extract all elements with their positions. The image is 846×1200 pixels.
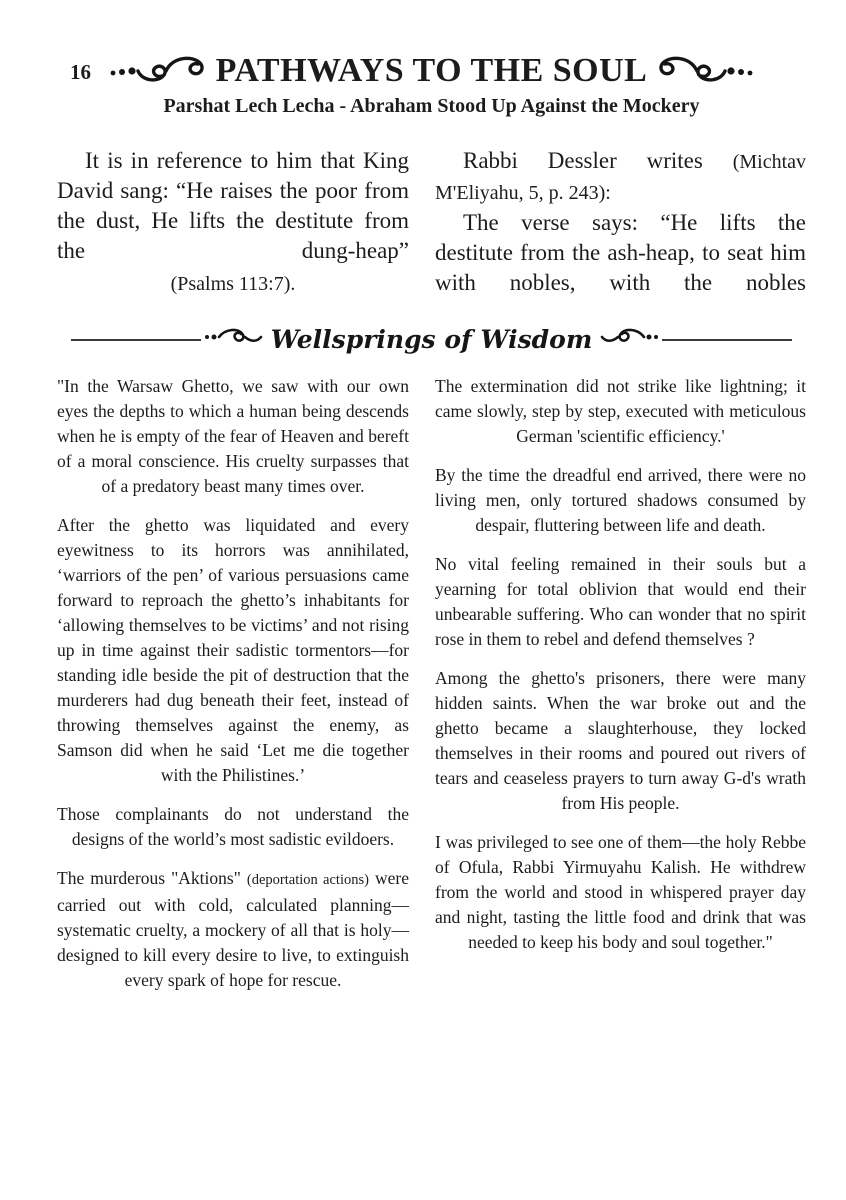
wellsprings-left-column <box>57 374 409 1007</box>
paragraph: "In the Warsaw Ghetto, we saw with our own eyes the depths to which a human being descends when he is empty of the fear of Heaven and bereft of a moral conscience. His cruelty surpasses that of a predatory beast many times over. <box>57 376 409 496</box>
wellsprings-section <box>57 374 806 1007</box>
gloss-text: (deportation actions) <box>246 872 369 888</box>
divider-line <box>71 339 201 341</box>
title-left-flourish-icon <box>108 52 208 91</box>
section-divider <box>71 325 792 354</box>
divider-line <box>662 339 792 341</box>
top-left-column <box>57 146 409 299</box>
top-section <box>57 146 806 299</box>
paragraph-text: were carried out with cold, calculated planning—systematic cruelty, a mockery of all that is holy—designed to kill every desire to live, to extinguish every spark of hope for rescue. <box>57 868 409 990</box>
page-subtitle: Parshat Lech Lecha - Abraham Stood Up Against the Mockery <box>163 95 700 117</box>
divider-left-flourish-icon <box>203 327 263 352</box>
paragraph: It is in reference to him that King David sang: “He raises the poor from the dust, He lifts the destitute from the dung-heap” <box>57 148 409 263</box>
intro-text: Rabbi Dessler writes <box>463 148 703 173</box>
paragraph: I was privileged to see one of them—the holy Rebbe of Ofula, Rabbi Yirmuyahu Kalish. He withdrew from the world and stood in whispered prayer day and night, tasting the little food and drink that was needed to keep his body and soul together." <box>435 832 806 952</box>
title-right-flourish-icon <box>655 52 755 91</box>
paragraph-text: The murderous "Aktions" <box>57 868 247 888</box>
paragraph <box>57 866 409 993</box>
paragraph: After the ghetto was liquidated and every eyewitness to its horrors was annihilated, ‘warriors of the pen’ of various persuasions came forward to reproach the ghetto’s inhabitants for ‘allowing themselves to be victims’ and not rising up in time against their sadistic tormentors—for standing idle beside the pit of destruction that the murderers had dug beneath their feet, instead of throwing themselves against the enemy, as Samson did when he said ‘Let me die together with the Philistines.’ <box>57 515 409 785</box>
paragraph: The verse says: “He lifts the destitute from the ash-heap, to seat him with nobles, with the nobles <box>435 210 806 295</box>
citation-line: (Psalms 113:7). <box>170 273 296 295</box>
page-header <box>57 50 806 92</box>
divider-right-flourish-icon <box>600 327 660 352</box>
paragraph: Among the ghetto's prisoners, there were many hidden saints. When the war broke out and the ghetto became a slaughterhouse, they locked themselves in their rooms and poured out rivers of tears and ceaseless prayers to turn away G-d's wrath from His people. <box>435 668 806 813</box>
paragraph: Those complainants do not understand the designs of the world’s most sadistic evildoers. <box>57 804 409 849</box>
top-right-column <box>435 146 806 299</box>
paragraph <box>435 146 806 208</box>
paragraph: By the time the dreadful end arrived, there were no living men, only tortured shadows consumed by despair, fluttering between life and death. <box>435 465 806 535</box>
divider-label: Wellsprings of Wisdom <box>270 325 593 354</box>
wellsprings-right-column <box>435 374 806 1007</box>
page-title: PATHWAYS TO THE SOUL <box>215 52 648 89</box>
source-citation: (Michtav M'Eliyahu, 5, p. 243): <box>435 151 806 204</box>
paragraph: The extermination did not strike like lightning; it came slowly, step by step, executed with meticulous German 'scientific efficiency.' <box>435 376 806 446</box>
page-number: 16 <box>70 60 91 84</box>
paragraph: No vital feeling remained in their souls but a yearning for total oblivion that would end their unbearable suffering. Who can wonder that no spirit rose in them to rebel and defend themselves ? <box>435 554 806 649</box>
